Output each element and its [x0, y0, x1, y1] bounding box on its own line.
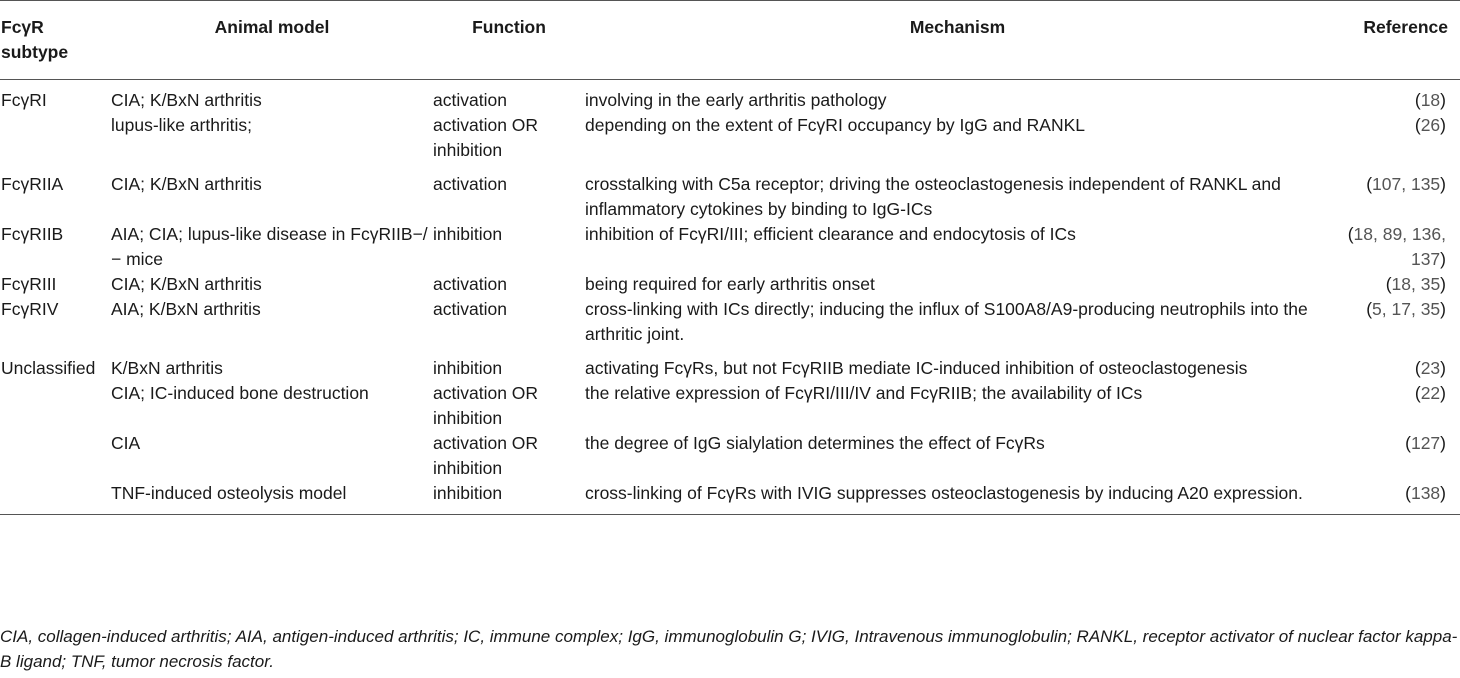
cell-animal-model: lupus-like arthritis;	[111, 115, 253, 135]
table-row	[0, 431, 1460, 481]
paren-close: )	[1440, 483, 1446, 503]
cell-function: activation OR inhibition	[433, 433, 539, 478]
cell-reference	[1330, 163, 1460, 222]
paren-close: )	[1440, 249, 1446, 269]
reference-numbers[interactable]: 18, 35	[1391, 274, 1441, 294]
header-reference-text: Reference	[1363, 17, 1448, 37]
cell-function: activation	[433, 174, 507, 194]
table-row	[0, 381, 1460, 431]
reference-numbers[interactable]: 18, 89, 136, 137	[1353, 224, 1446, 269]
paren-close: )	[1440, 358, 1446, 378]
cell-mechanism: cross-linking with ICs directly; inducing the influx of S100A8/A9-producing neutrophils into the arthritic joint.	[585, 299, 1308, 344]
table-row	[0, 347, 1460, 381]
paren-open: (	[1366, 299, 1373, 319]
cell-function: activation	[433, 274, 507, 294]
cell-subtype: FcγRIII	[1, 274, 57, 294]
paren-close: )	[1440, 174, 1446, 194]
cell-subtype: FcγRIV	[1, 299, 59, 319]
cell-function: activation	[433, 90, 507, 110]
cell-subtype	[0, 113, 111, 163]
cell-function: inhibition	[433, 224, 503, 244]
paren-close: )	[1440, 274, 1446, 294]
cell-mechanism: the degree of IgG sialylation determines the effect of FcγRs	[585, 433, 1045, 453]
table-row	[0, 80, 1460, 114]
paren-close: )	[1440, 433, 1446, 453]
header-function-text: Function	[472, 17, 546, 37]
cell-animal-model: AIA; K/BxN arthritis	[111, 299, 261, 319]
reference-numbers[interactable]: 23	[1420, 358, 1441, 378]
reference-numbers[interactable]: 138	[1410, 483, 1441, 503]
header-animal-model	[111, 1, 433, 80]
header-animal-model-text: Animal model	[214, 17, 330, 37]
cell-reference	[1330, 272, 1460, 297]
cell-reference	[1330, 431, 1460, 481]
cell-subtype	[0, 381, 111, 431]
reference-numbers[interactable]: 18	[1420, 90, 1441, 110]
paren-open: (	[1414, 115, 1421, 135]
header-function	[433, 1, 585, 80]
table-footnote: CIA, collagen-induced arthritis; AIA, antigen-induced arthritis; IC, immune complex; IgG, immunoglobulin G; IVIG, Intravenous immunoglobulin; RANKL, receptor activator of nuclear factor kappa-B ligand; TNF, tumor necrosis factor.	[0, 627, 1458, 671]
header-mechanism	[585, 1, 1330, 80]
paren-open: (	[1385, 274, 1392, 294]
table-row	[0, 222, 1460, 272]
header-subtype	[0, 1, 111, 80]
paren-open: (	[1405, 433, 1411, 453]
cell-mechanism: the relative expression of FcγRI/III/IV and FcγRIIB; the availability of ICs	[585, 383, 1143, 403]
paren-open: (	[1414, 358, 1421, 378]
cell-reference	[1330, 297, 1460, 347]
table-row	[0, 272, 1460, 297]
paren-open: (	[1414, 383, 1421, 403]
reference-numbers[interactable]: 22	[1420, 383, 1441, 403]
header-reference	[1330, 1, 1460, 80]
cell-animal-model: K/BxN arthritis	[111, 358, 223, 378]
cell-animal-model: CIA; K/BxN arthritis	[111, 90, 262, 110]
cell-mechanism: being required for early arthritis onset	[585, 274, 875, 294]
reference-numbers[interactable]: 127	[1410, 433, 1441, 453]
cell-animal-model: CIA; K/BxN arthritis	[111, 174, 262, 194]
paren-open: (	[1405, 483, 1411, 503]
cell-subtype	[0, 431, 111, 481]
cell-mechanism: inhibition of FcγRI/III; efficient clearance and endocytosis of ICs	[585, 224, 1076, 244]
cell-mechanism: cross-linking of FcγRs with IVIG suppresses osteoclastogenesis by inducing A20 expression.	[585, 483, 1303, 503]
reference-numbers[interactable]: 26	[1420, 115, 1441, 135]
cell-animal-model: AIA; CIA; lupus-like disease in FcγRIIB−/− mice	[111, 224, 428, 269]
cell-reference	[1330, 80, 1460, 114]
header-row	[0, 1, 1460, 80]
header-mechanism-text: Mechanism	[909, 17, 1006, 37]
cell-function: activation OR inhibition	[433, 115, 539, 160]
paren-open: (	[1366, 174, 1373, 194]
cell-mechanism: activating FcγRs, but not FcγRIIB mediate IC-induced inhibition of osteoclastogenesis	[585, 358, 1248, 378]
cell-reference	[1330, 113, 1460, 163]
cell-subtype	[0, 481, 111, 515]
paren-close: )	[1440, 115, 1446, 135]
paren-open: (	[1347, 224, 1354, 244]
table-row	[0, 113, 1460, 163]
paren-close: )	[1440, 90, 1446, 110]
table-row	[0, 297, 1460, 347]
paren-close: )	[1440, 299, 1446, 319]
cell-reference	[1330, 381, 1460, 431]
cell-mechanism: depending on the extent of FcγRI occupancy by IgG and RANKL	[585, 115, 1086, 135]
cell-function: activation	[433, 299, 507, 319]
paren-open: (	[1414, 90, 1421, 110]
cell-function: inhibition	[433, 483, 503, 503]
cell-function: inhibition	[433, 358, 503, 378]
cell-animal-model: CIA	[111, 433, 141, 453]
cell-mechanism: crosstalking with C5a receptor; driving the osteoclastogenesis independent of RANKL and inflammatory cytokines by binding to IgG-ICs	[585, 174, 1281, 219]
table-row	[0, 163, 1460, 222]
cell-subtype: Unclassified	[1, 358, 96, 378]
cell-reference	[1330, 347, 1460, 381]
cell-reference	[1330, 481, 1460, 515]
cell-animal-model: CIA; K/BxN arthritis	[111, 274, 262, 294]
cell-subtype: FcγRI	[1, 90, 47, 110]
header-subtype-text: FcγR subtype	[1, 17, 69, 62]
cell-animal-model: TNF-induced osteolysis model	[111, 483, 347, 503]
reference-numbers[interactable]: 5, 17, 35	[1372, 299, 1441, 319]
table-row	[0, 481, 1460, 515]
paren-close: )	[1440, 383, 1446, 403]
cell-reference	[1330, 222, 1460, 272]
cell-animal-model: CIA; IC-induced bone destruction	[111, 383, 369, 403]
cell-mechanism: involving in the early arthritis pathology	[585, 90, 887, 110]
cell-subtype: FcγRIIB	[1, 224, 64, 244]
cell-function: activation OR inhibition	[433, 383, 539, 428]
cell-subtype: FcγRIIA	[1, 174, 64, 194]
reference-numbers[interactable]: 107, 135	[1372, 174, 1441, 194]
table-body	[0, 80, 1460, 515]
